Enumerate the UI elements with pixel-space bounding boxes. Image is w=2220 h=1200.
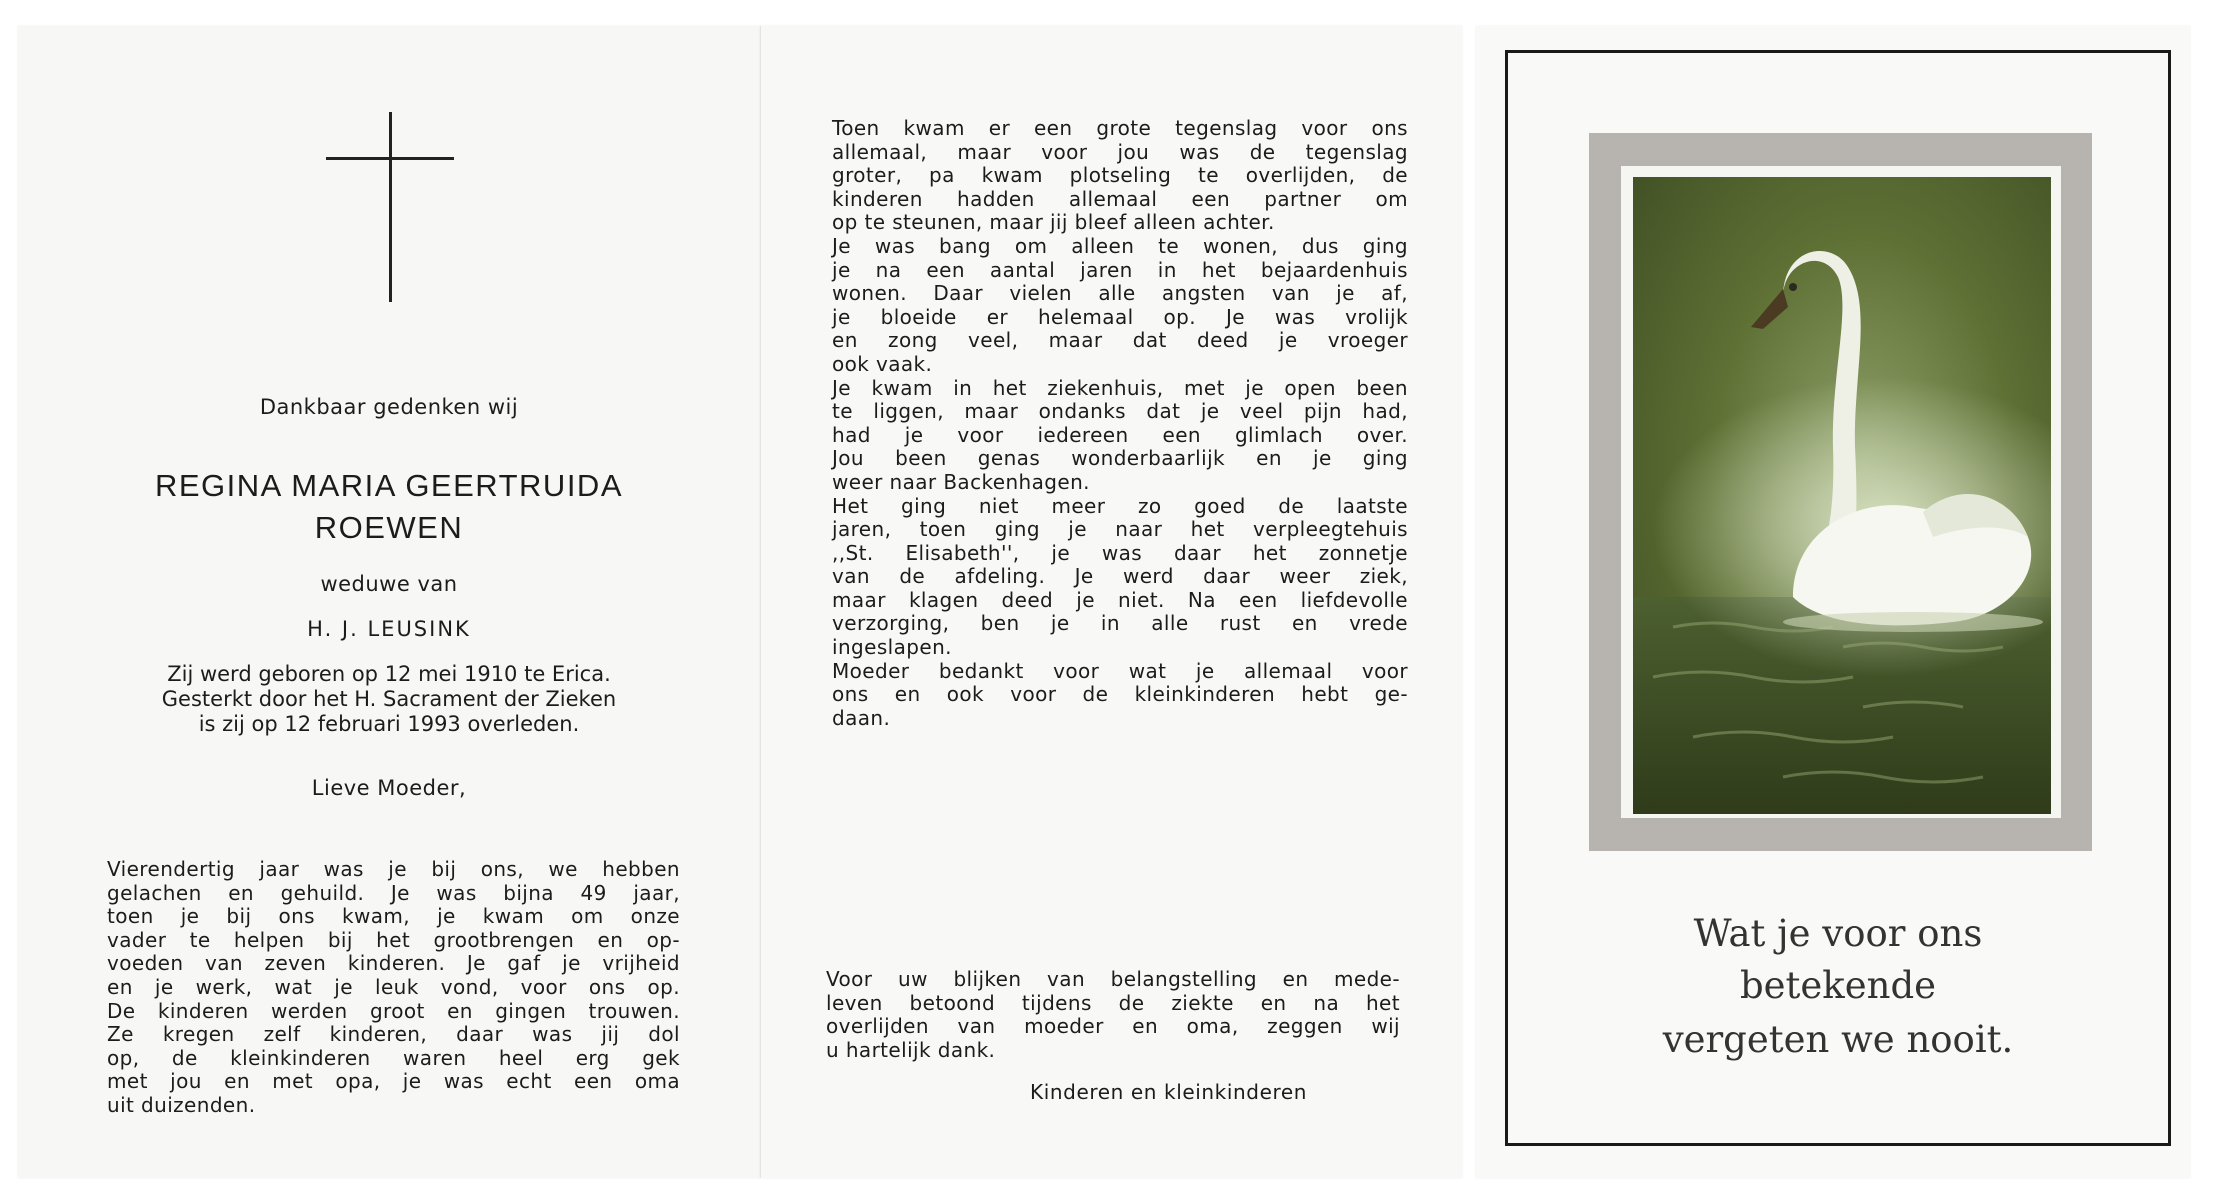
facts-line: is zij op 12 februari 1993 overleden. bbox=[198, 712, 580, 736]
text-line: en je werk, wat je leuk vond, voor ons op. bbox=[107, 974, 680, 999]
text-line: je bloeide er helemaal op. Je was vrolijk bbox=[832, 304, 1408, 329]
middle-body-text bbox=[832, 117, 1408, 730]
card-text-line: vergeten we nooit. bbox=[1662, 1018, 2014, 1061]
text-line: en zong veel, maar dat deed je vroeger bbox=[832, 328, 1408, 353]
text-line: leven betoond tijdens de ziekte en na het bbox=[826, 990, 1400, 1015]
signature: Kinderen en kleinkinderen bbox=[1030, 1080, 1308, 1104]
text-line: Toen kwam er een grote tegenslag voor ons bbox=[832, 116, 1408, 140]
text-line: Jou been genas wonderbaarlijk en je ging bbox=[832, 446, 1408, 471]
text-line: toen je bij ons kwam, je kwam om onze bbox=[107, 904, 680, 929]
swan-icon bbox=[1633, 177, 2051, 814]
text-line: ook vaak. bbox=[832, 351, 933, 376]
text-line: op te steunen, maar jij bleef alleen achter. bbox=[832, 210, 1275, 235]
text-line: vader te helpen bij het grootbrengen en op- bbox=[107, 927, 680, 952]
deceased-name-line2: ROEWEN bbox=[314, 510, 464, 545]
text-line: weer naar Backenhagen. bbox=[832, 469, 1090, 494]
text-line: ingeslapen. bbox=[832, 635, 952, 660]
text-line: ,,St. Elisabeth'', je was daar het zonnetje bbox=[832, 540, 1408, 565]
facts-line: Zij werd geboren op 12 mei 1910 te Erica. bbox=[167, 662, 611, 686]
card-text-line: Wat je voor ons bbox=[1693, 912, 1983, 955]
widow-of-label: weduwe van bbox=[320, 572, 458, 596]
text-line: De kinderen werden groot en gingen trouwen. bbox=[107, 998, 680, 1023]
text-line: uit duizenden. bbox=[107, 1092, 256, 1117]
text-line: op, de kleinkinderen waren heel erg gek bbox=[107, 1045, 680, 1070]
text-line: had je voor iedereen een glimlach over. bbox=[832, 422, 1408, 447]
text-line: gelachen en gehuild. Je was bijna 49 jaar, bbox=[107, 880, 680, 905]
salutation: Lieve Moeder, bbox=[311, 776, 467, 800]
left-body-text bbox=[107, 858, 680, 1118]
text-line: kinderen hadden allemaal een partner om bbox=[832, 186, 1408, 211]
deceased-name-line1: REGINA MARIA GEERTRUIDA bbox=[154, 468, 623, 503]
text-line: Ze kregen zelf kinderen, daar was jij dol bbox=[107, 1022, 680, 1047]
text-line: te liggen, maar ondanks dat je veel pijn had, bbox=[832, 399, 1408, 424]
facts-line: Gesterkt door het H. Sacrament der Zieken bbox=[161, 687, 617, 711]
text-line: je na een aantal jaren in het bejaardenhuis bbox=[832, 257, 1408, 282]
text-line: daan. bbox=[832, 705, 891, 730]
life-facts bbox=[18, 662, 760, 737]
text-line: maar klagen deed je niet. Na een liefdevolle bbox=[832, 587, 1408, 612]
text-line: van de afdeling. Je werd daar weer ziek, bbox=[832, 564, 1408, 589]
card-text-line: betekende bbox=[1739, 964, 1937, 1007]
thanks-text bbox=[826, 968, 1400, 1062]
text-line: verzorging, ben je in alle rust en vrede bbox=[832, 611, 1408, 636]
text-line: overlijden van moeder en oma, zeggen wij bbox=[826, 1014, 1400, 1039]
text-line: Je was bang om alleen te wonen, dus ging bbox=[832, 233, 1408, 258]
intro-text: Dankbaar gedenken wij bbox=[259, 395, 519, 419]
text-line: allemaal, maar voor jou was de tegenslag bbox=[832, 139, 1408, 164]
text-line: ons en ook voor de kleinkinderen hebt ge- bbox=[832, 682, 1408, 707]
text-line: wonen. Daar vielen alle angsten van je af, bbox=[832, 281, 1408, 306]
text-line: met jou en met opa, je was echt een oma bbox=[107, 1069, 680, 1094]
card-fold bbox=[760, 26, 761, 1178]
text-line: Vierendertig jaar was je bij ons, we hebben bbox=[107, 857, 680, 881]
text-line: Moeder bedankt voor wat je allemaal voor bbox=[832, 658, 1408, 683]
text-line: jaren, toen ging je naar het verpleegtehuis bbox=[832, 517, 1408, 542]
text-line: Het ging niet meer zo goed de laatste bbox=[832, 493, 1408, 518]
text-line: u hartelijk dank. bbox=[826, 1037, 996, 1062]
text-line: Je kwam in het ziekenhuis, met je open been bbox=[832, 375, 1408, 400]
text-line: Voor uw blijken van belangstelling en mede- bbox=[826, 967, 1400, 991]
text-line: voeden van zeven kinderen. Je gaf je vrijheid bbox=[107, 951, 680, 976]
husband-name: H. J. LEUSINK bbox=[307, 617, 471, 641]
swan-photo bbox=[1633, 177, 2051, 814]
text-line: groter, pa kwam plotseling te overlijden, de bbox=[832, 163, 1408, 188]
